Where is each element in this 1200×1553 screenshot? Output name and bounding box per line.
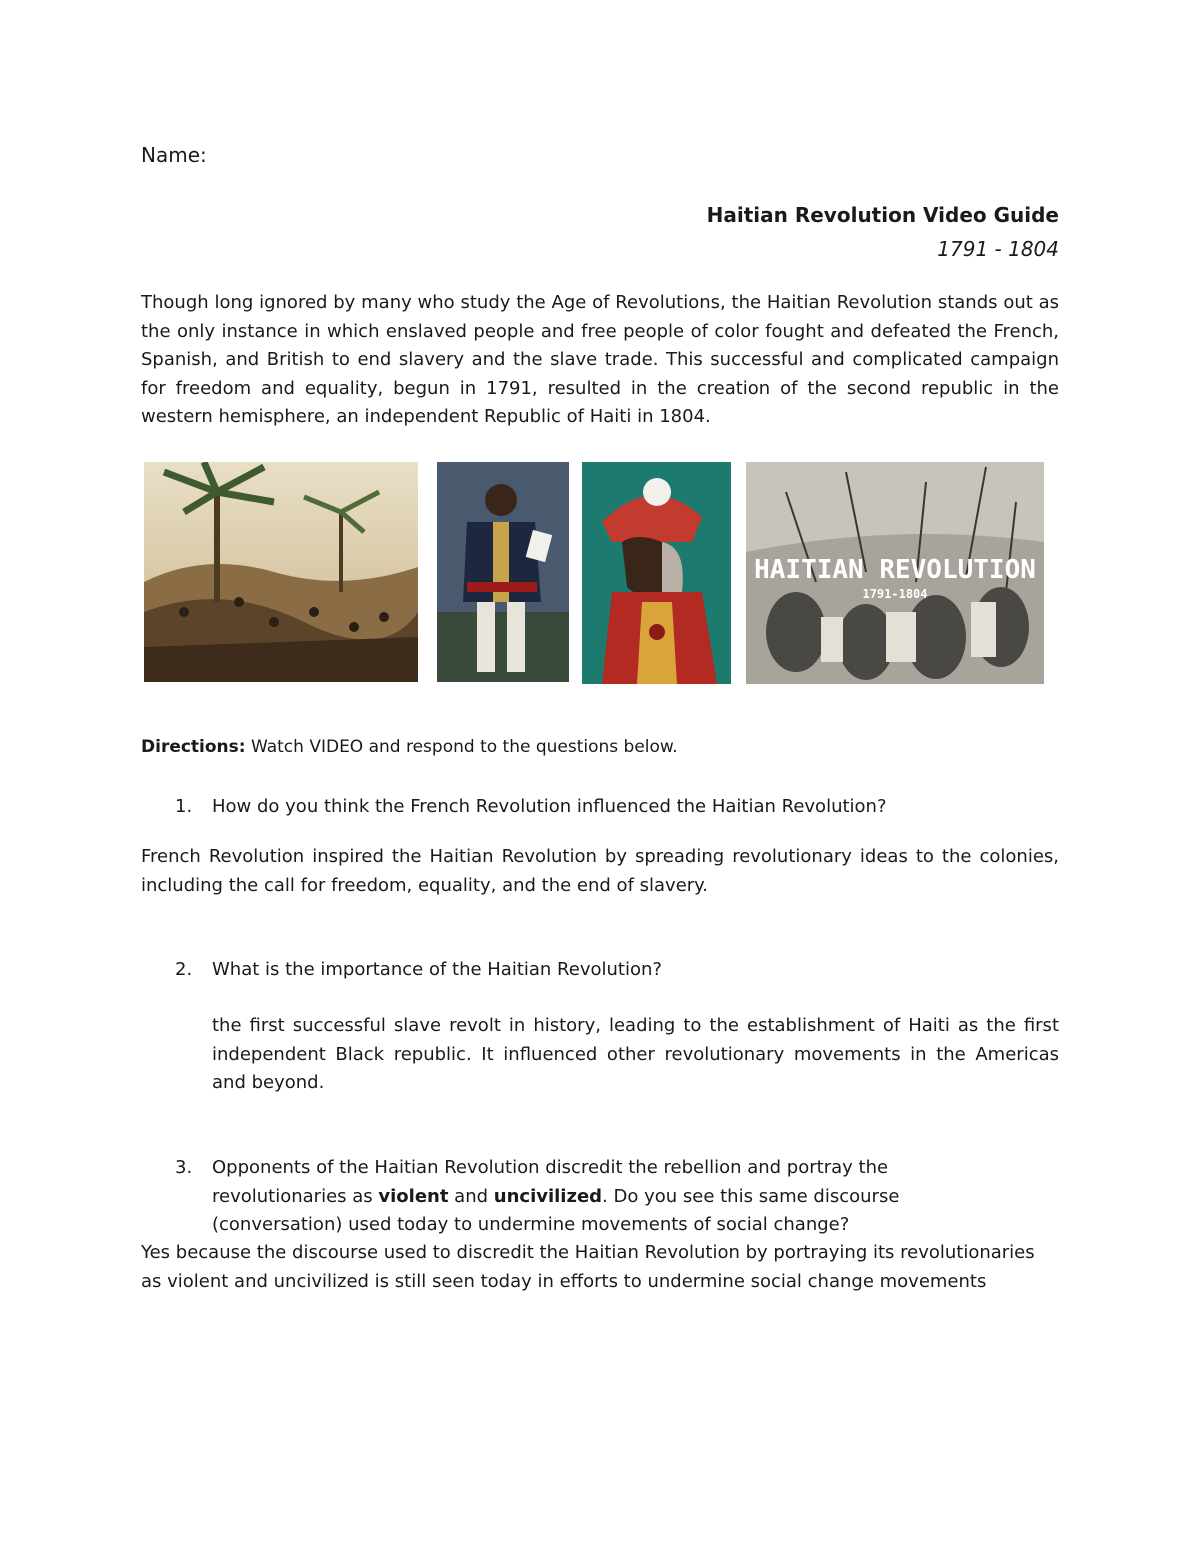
name-label: Name: [141,143,207,167]
question-number: 2. [175,959,193,980]
question-text [212,1154,935,1240]
page-title: Haitian Revolution Video Guide [706,203,1059,227]
question-text-bold: violent [378,1185,449,1207]
dessalines-portrait-image [582,462,731,684]
toussaint-portrait-image [437,462,569,682]
page-years: 1791 - 1804 [937,237,1059,261]
banner-years: 1791-1804 [862,587,928,601]
image-strip [144,462,1044,684]
question-text: How do you think the French Revolution influenced the Haitian Revolution? [212,796,887,817]
question-text-part: . Do you see this same discourse (conversation) used today to undermine movements of social change? [212,1185,900,1235]
directions-label: Directions: [141,737,246,757]
directions [141,737,678,757]
haitian-revolution-banner-image [746,462,1044,684]
banner-title: HAITIAN REVOLUTION [754,555,1036,585]
question-text-bold: uncivilized [493,1185,603,1207]
answer-1[interactable]: French Revolution inspired the Haitian Revolution by spreading revolutionary ideas to the colonies, including the call for freedom, equality, and the end of slavery. [141,846,1059,896]
directions-text: Watch VIDEO and respond to the questions below. [251,737,678,757]
question-text: What is the importance of the Haitian Revolution? [212,959,662,980]
question-number: 1. [175,796,193,817]
question-text-part: and [448,1185,494,1207]
battle-painting-image [144,462,418,682]
answer-2[interactable]: the first successful slave revolt in history, leading to the establishment of Haiti as the first independent Black republic. It influenced other revolutionary movements in the Americas and beyond. [212,1015,1059,1093]
question-text-part: Opponents of the Haitian Revolution discredit the rebellion and portray the revolutionaries as [212,1157,889,1207]
title-block [707,203,1059,261]
intro-paragraph: Though long ignored by many who study the Age of Revolutions, the Haitian Revolution stands out as the only instance in which enslaved people and free people of color fought and defeated the French, Spanish, and British to end slavery and the slave trade. This successful and complicated campaign for freedom and equality, begun in 1791, resulted in the creation of the second republic in the western hemisphere, an independent Republic of Haiti in 1804. [141,292,1059,427]
question-3 [175,1154,935,1240]
answer-3[interactable]: Yes because the discourse used to discredit the Haitian Revolution by portraying its revolutionaries as violent and uncivilized is still seen today in efforts to undermine social change movements [141,1242,1035,1292]
question-number: 3. [175,1157,193,1178]
question-1 [175,793,1059,822]
question-2 [175,956,1059,985]
